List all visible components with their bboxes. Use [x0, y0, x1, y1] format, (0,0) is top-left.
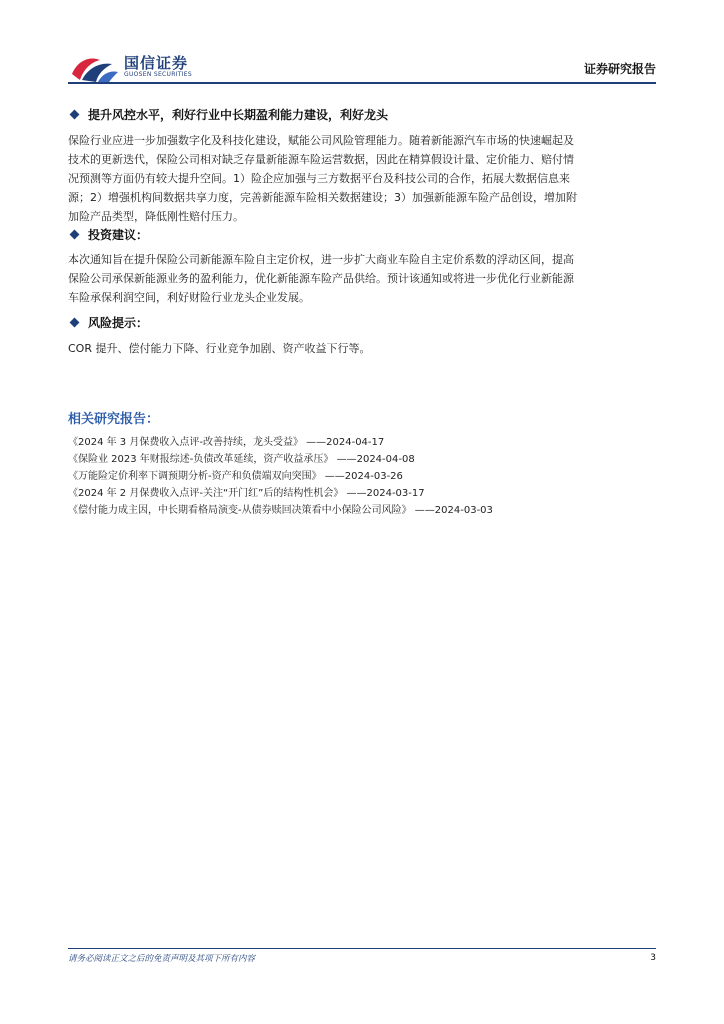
section-title: 提升风控水平，利好行业中长期盈利能力建设，利好龙头 — [88, 108, 389, 122]
page-number: 3 — [650, 953, 656, 963]
paragraph-line: 源；2）增强机构间数据共享力度，完善新能源车险相关数据建设；3）加强新能源车险产品创设，增加附 — [68, 191, 577, 204]
header-divider — [68, 82, 656, 84]
section-heading-risk-control — [68, 106, 388, 123]
section-title: 投资建议： — [88, 228, 149, 242]
section-body-risk-warning — [68, 339, 656, 358]
section-heading-risk-warning — [68, 314, 148, 331]
paragraph-line: 车险承保利润空间，利好财险行业龙头企业发展。 — [68, 291, 310, 304]
related-report-link[interactable]: 《保险业 2023 年财报综述-负债改革延续，资产收益承压》 ——2024-04-08 — [68, 454, 415, 465]
paragraph-line: 加险产品类型，降低刚性赔付压力。 — [68, 210, 244, 223]
guosen-logo-icon — [68, 50, 122, 84]
logo-chinese-name: 国信证券 — [124, 54, 189, 72]
footer-divider — [68, 948, 656, 949]
paragraph-line: 技术的更新迭代，保险公司相对缺乏存量新能源车险运营数据，因此在精算假设计量、定价能力、赔付情 — [68, 153, 574, 166]
related-report-link[interactable]: 《万能险定价利率下调预期分析-资产和负债端双向突围》 ——2024-03-26 — [68, 471, 403, 482]
section-title: 风险提示： — [88, 316, 149, 330]
diamond-bullet-icon — [70, 318, 80, 328]
diamond-bullet-icon — [70, 110, 80, 120]
report-type-label: 证券研究报告 — [583, 62, 656, 76]
paragraph-line: COR 提升、偿付能力下降、行业竞争加剧、资产收益下行等。 — [68, 342, 371, 355]
page-header — [68, 50, 656, 84]
logo-english-name: GUOSEN SECURITIES — [124, 71, 193, 78]
guosen-logo — [68, 50, 208, 84]
related-reports-title: 相关研究报告： — [68, 412, 160, 427]
paragraph-line: 保险行业应进一步加强数字化及科技化建设，赋能公司风险管理能力。随着新能源汽车市场的快速崛起及 — [68, 134, 574, 147]
diamond-bullet-icon — [70, 230, 80, 240]
related-report-link[interactable]: 《偿付能力成主因，中长期看格局演变-从债券赎回决策看中小保险公司风险》 ——2024-03-03 — [68, 505, 493, 516]
related-report-link[interactable]: 《2024 年 2 月保费收入点评-关注“开门红”后的结构性机会》 ——2024-03-17 — [68, 488, 425, 499]
paragraph-line: 况预测等方面仍有较大提升空间。1）险企应加强与三方数据平台及科技公司的合作，拓展大数据信息来 — [68, 172, 570, 185]
related-reports-list — [68, 434, 493, 519]
section-body-risk-control — [68, 131, 656, 226]
paragraph-line: 保险公司承保新能源业务的盈利能力，优化新能源车险产品供给。预计该通知或将进一步优化行业新能源 — [68, 272, 574, 285]
related-report-link[interactable]: 《2024 年 3 月保费收入点评-改善持续，龙头受益》 ——2024-04-17 — [68, 437, 385, 448]
paragraph-line: 本次通知旨在提升保险公司新能源车险自主定价权，进一步扩大商业车险自主定价系数的浮动区间，提高 — [68, 253, 574, 266]
footer-disclaimer: 请务必阅读正文之后的免责声明及其项下所有内容 — [68, 954, 256, 964]
section-heading-investment-advice — [68, 226, 148, 243]
section-body-investment-advice — [68, 250, 656, 307]
